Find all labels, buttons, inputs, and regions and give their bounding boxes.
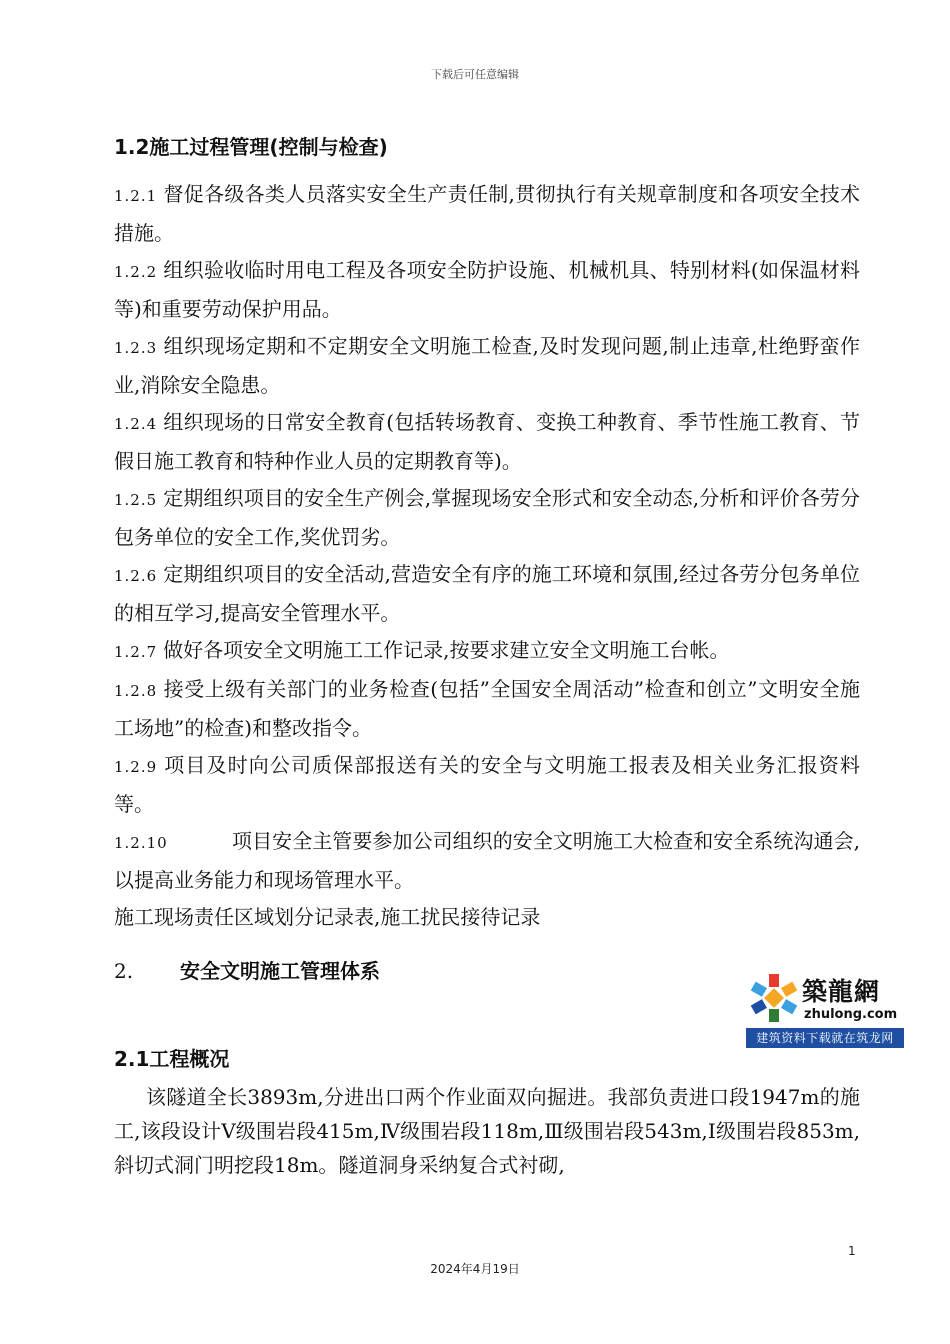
list-item [114,252,860,328]
item-text: 组织现场的日常安全教育(包括转场教育、变换工种教育、季节性施工教育、节假日施工教育和特种作业人员的定期教育等)。 [114,410,860,473]
page-footer-date: 2024年4月19日 [430,1262,520,1276]
item-number: 1.2.10 [114,834,168,852]
logo-tagline: 建筑资料下载就在筑龙网 [746,1028,904,1048]
item-number: 1.2.4 [114,415,158,433]
list-item [114,671,860,747]
item-number: 1.2.7 [114,643,158,661]
section-heading-1-2: 1.2施工过程管理(控制与检查) [114,135,388,159]
list-item [114,404,860,480]
list-item [114,747,860,823]
list-item [114,823,860,899]
item-number: 1.2.6 [114,567,158,585]
item-text: 定期组织项目的安全活动,营造安全有序的施工环境和氛围,经过各劳分包务单位的相互学习,提高安全管理水平。 [114,562,860,625]
snowflake-logo-icon [746,970,802,1026]
list-item [114,328,860,404]
section-number: 2. [114,959,134,983]
list-item [114,632,860,671]
list-item [114,556,860,632]
record-note: 施工现场责任区域划分记录表,施工扰民接待记录 [114,905,541,929]
item-text: 项目安全主管要参加公司组织的安全文明施工大检查和安全系统沟通会,以提高业务能力和现场管理水平。 [114,829,860,892]
body-paragraph: 该隧道全长3893m,分进出口两个作业面双向掘进。我部负责进口段1947m的施工,该段设计Ⅴ级围岩段415m,Ⅳ级围岩段118m,Ⅲ级围岩段543m,Ⅰ级围岩段853m,斜切式洞门明挖段18m。隧道洞身采纳复合式衬砌, [114,1085,860,1177]
section-title: 安全文明施工管理体系 [180,959,380,983]
list-item [114,480,860,556]
item-text: 组织现场定期和不定期安全文明施工检查,及时发现问题,制止违章,杜绝野蛮作业,消除安全隐患。 [114,334,860,397]
zhulong-logo [746,970,904,1048]
section-heading-2-1: 2.1工程概况 [114,1047,230,1071]
logo-title: 築龍網 [802,977,881,1006]
item-text: 组织验收临时用电工程及各项安全防护设施、机械机具、特别材料(如保温材料等)和重要劳动保护用品。 [114,258,860,321]
item-text: 定期组织项目的安全生产例会,掌握现场安全形式和安全动态,分析和评价各劳分包务单位的安全工作,奖优罚劣。 [114,486,860,549]
item-text: 做好各项安全文明施工工作记录,按要求建立安全文明施工台帐。 [163,638,730,662]
item-number: 1.2.5 [114,491,158,509]
list-item [114,176,860,252]
item-number: 1.2.1 [114,187,158,205]
logo-domain: zhulong.com [804,1007,898,1022]
item-text: 督促各级各类人员落实安全生产责任制,贯彻执行有关规章制度和各项安全技术措施。 [114,182,860,245]
page-header: 下载后可任意编辑 [431,68,519,81]
page-number: 1 [848,1244,856,1258]
item-number: 1.2.8 [114,682,158,700]
item-number: 1.2.9 [114,758,158,776]
item-text: 接受上级有关部门的业务检查(包括”全国安全周活动”检查和创立”文明安全施工场地”的检查)和整改指令。 [114,677,860,740]
item-number: 1.2.2 [114,263,158,281]
item-number: 1.2.3 [114,339,158,357]
item-text: 项目及时向公司质保部报送有关的安全与文明施工报表及相关业务汇报资料等。 [114,753,860,816]
